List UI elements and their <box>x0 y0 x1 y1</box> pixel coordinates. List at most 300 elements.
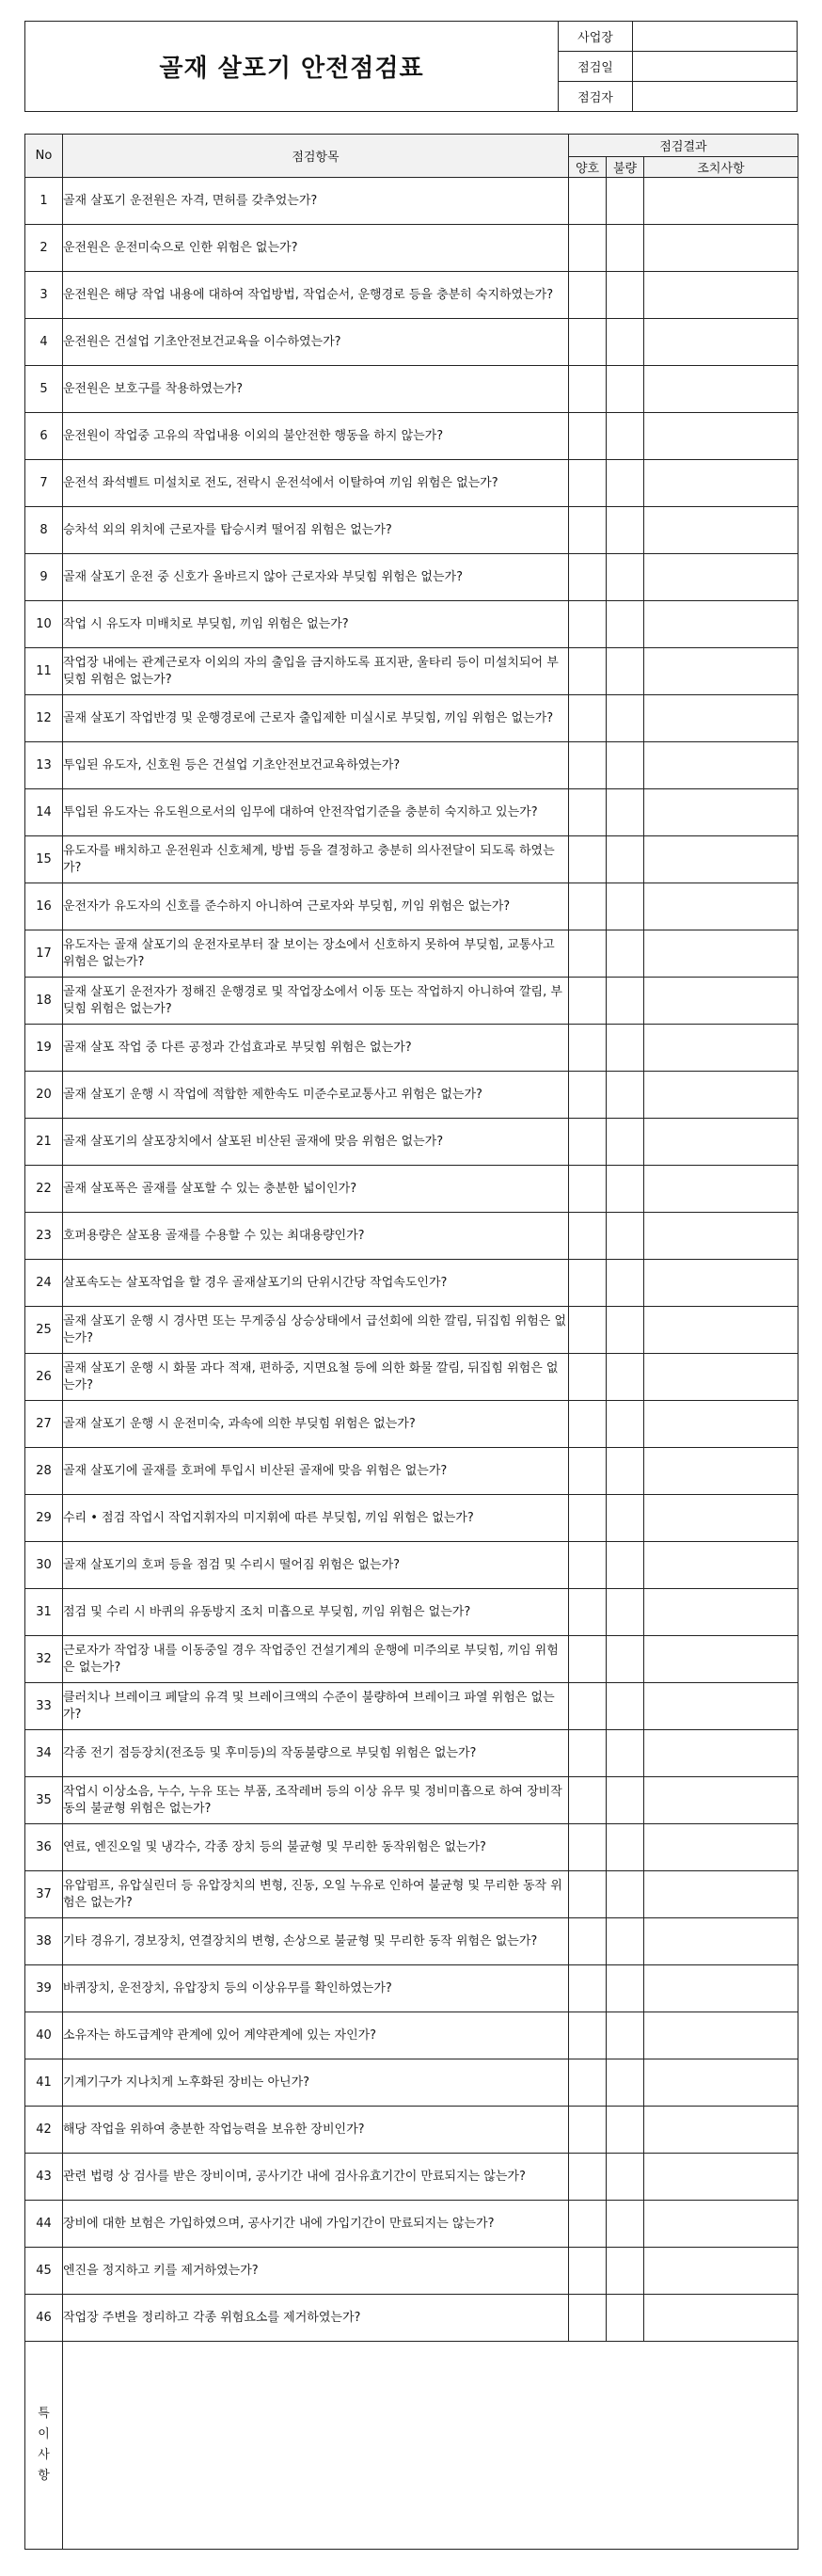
item-question: 운전석 좌석벨트 미설치로 전도, 전락시 운전석에서 이탈하여 끼임 위험은 없는가? <box>63 460 569 507</box>
meta-row-date <box>559 52 797 82</box>
item-number: 3 <box>25 272 63 319</box>
item-question: 바퀴장치, 운전장치, 유압장치 등의 이상유무를 확인하였는가? <box>63 1965 569 2012</box>
item-number: 29 <box>25 1495 63 1542</box>
item-number: 39 <box>25 1965 63 2012</box>
table-row <box>25 883 798 930</box>
action-taken-cell[interactable] <box>644 178 798 225</box>
checklist-table <box>24 134 798 2550</box>
action-taken-cell[interactable] <box>644 1166 798 1213</box>
action-taken-cell[interactable] <box>644 1965 798 2012</box>
result-good-cell[interactable] <box>569 2154 607 2201</box>
result-good-cell[interactable] <box>569 1495 607 1542</box>
item-number: 2 <box>25 225 63 272</box>
action-taken-cell[interactable] <box>644 1401 798 1448</box>
result-good-cell[interactable] <box>569 695 607 742</box>
table-row <box>25 2154 798 2201</box>
result-bad-cell[interactable] <box>607 1119 644 1166</box>
item-number: 14 <box>25 789 63 836</box>
table-row <box>25 272 798 319</box>
item-question: 골재 살포기 운행 시 경사면 또는 무게중심 상승상태에서 급선회에 의한 깔림, 뒤집힘 위험은 없는가? <box>63 1307 569 1354</box>
item-question: 골재 살포기 운전 중 신호가 올바르지 않아 근로자와 부딪힘 위험은 없는가? <box>63 554 569 601</box>
item-number: 15 <box>25 836 63 883</box>
table-row <box>25 1025 798 1072</box>
result-bad-cell[interactable] <box>607 1871 644 1918</box>
result-good-cell[interactable] <box>569 1072 607 1119</box>
result-bad-cell[interactable] <box>607 1260 644 1307</box>
result-bad-cell[interactable] <box>607 648 644 695</box>
result-good-cell[interactable] <box>569 1448 607 1495</box>
item-question: 투입된 유도자는 유도원으로서의 임무에 대하여 안전작업기준을 충분히 숙지하고 있는가? <box>63 789 569 836</box>
action-taken-cell[interactable] <box>644 789 798 836</box>
result-good-cell[interactable] <box>569 742 607 789</box>
result-bad-cell[interactable] <box>607 272 644 319</box>
result-bad-cell[interactable] <box>607 2107 644 2154</box>
table-row <box>25 1448 798 1495</box>
item-number: 13 <box>25 742 63 789</box>
item-question: 연료, 엔진오일 및 냉각수, 각종 장치 등의 불균형 및 무리한 동작위험은 없는가? <box>63 1824 569 1871</box>
result-good-cell[interactable] <box>569 1119 607 1166</box>
result-bad-cell[interactable] <box>607 601 644 648</box>
action-taken-cell[interactable] <box>644 1025 798 1072</box>
result-good-cell[interactable] <box>569 836 607 883</box>
result-good-cell[interactable] <box>569 1824 607 1871</box>
action-taken-cell[interactable] <box>644 319 798 366</box>
item-number: 19 <box>25 1025 63 1072</box>
table-row <box>25 1777 798 1824</box>
table-row <box>25 2012 798 2059</box>
item-question: 작업장 주변을 정리하고 각종 위험요소를 제거하였는가? <box>63 2295 569 2342</box>
result-bad-cell[interactable] <box>607 178 644 225</box>
table-row <box>25 978 798 1025</box>
inspector-label: 점검자 <box>559 82 633 111</box>
result-good-cell[interactable] <box>569 1730 607 1777</box>
item-number: 20 <box>25 1072 63 1119</box>
result-bad-cell[interactable] <box>607 1636 644 1683</box>
table-row <box>25 1965 798 2012</box>
meta-row-inspector <box>559 82 797 111</box>
item-number: 30 <box>25 1542 63 1589</box>
item-number: 16 <box>25 883 63 930</box>
table-row <box>25 789 798 836</box>
item-number: 8 <box>25 507 63 554</box>
item-question: 골재 살포폭은 골재를 살포할 수 있는 충분한 넓이인가? <box>63 1166 569 1213</box>
result-bad-cell[interactable] <box>607 1824 644 1871</box>
result-bad-cell[interactable] <box>607 695 644 742</box>
item-question: 소유자는 하도급계약 관계에 있어 계약관계에 있는 자인가? <box>63 2012 569 2059</box>
action-taken-cell[interactable] <box>644 554 798 601</box>
result-good-cell[interactable] <box>569 2012 607 2059</box>
item-number: 5 <box>25 366 63 413</box>
item-question: 살포속도는 살포작업을 할 경우 골재살포기의 단위시간당 작업속도인가? <box>63 1260 569 1307</box>
table-row <box>25 1871 798 1918</box>
column-header-bad: 불량 <box>607 157 644 178</box>
table-row <box>25 507 798 554</box>
item-number: 25 <box>25 1307 63 1354</box>
item-question: 운전원은 운전미숙으로 인한 위험은 없는가? <box>63 225 569 272</box>
document-title: 골재 살포기 안전점검표 <box>25 22 559 111</box>
action-taken-cell[interactable] <box>644 742 798 789</box>
result-bad-cell[interactable] <box>607 1213 644 1260</box>
meta-row-site <box>559 22 797 52</box>
result-good-cell[interactable] <box>569 789 607 836</box>
result-bad-cell[interactable] <box>607 2059 644 2107</box>
table-row <box>25 319 798 366</box>
action-taken-cell[interactable] <box>644 1871 798 1918</box>
inspection-date-field[interactable] <box>633 52 797 81</box>
result-good-cell[interactable] <box>569 1589 607 1636</box>
action-taken-cell[interactable] <box>644 1119 798 1166</box>
table-row <box>25 2295 798 2342</box>
result-bad-cell[interactable] <box>607 883 644 930</box>
result-bad-cell[interactable] <box>607 2295 644 2342</box>
result-good-cell[interactable] <box>569 1307 607 1354</box>
item-number: 27 <box>25 1401 63 1448</box>
result-bad-cell[interactable] <box>607 978 644 1025</box>
action-taken-cell[interactable] <box>644 507 798 554</box>
item-number: 36 <box>25 1824 63 1871</box>
action-taken-cell[interactable] <box>644 413 798 460</box>
result-bad-cell[interactable] <box>607 1918 644 1965</box>
action-taken-cell[interactable] <box>644 1683 798 1730</box>
item-number: 23 <box>25 1213 63 1260</box>
table-row <box>25 1636 798 1683</box>
remarks-field[interactable] <box>63 2342 798 2550</box>
action-taken-cell[interactable] <box>644 1448 798 1495</box>
result-bad-cell[interactable] <box>607 225 644 272</box>
action-taken-cell[interactable] <box>644 1213 798 1260</box>
item-number: 43 <box>25 2154 63 2201</box>
result-bad-cell[interactable] <box>607 413 644 460</box>
item-question: 관련 법령 상 검사를 받은 장비이며, 공사기간 내에 검사유효기간이 만료되지는 않는가? <box>63 2154 569 2201</box>
result-good-cell[interactable] <box>569 2107 607 2154</box>
result-good-cell[interactable] <box>569 366 607 413</box>
action-taken-cell[interactable] <box>644 695 798 742</box>
item-question: 수리 • 점검 작업시 작업지휘자의 미지휘에 따른 부딪힘, 끼임 위험은 없는가? <box>63 1495 569 1542</box>
inspection-date-label: 점검일 <box>559 52 633 81</box>
table-row <box>25 836 798 883</box>
item-number: 32 <box>25 1636 63 1683</box>
result-bad-cell[interactable] <box>607 1683 644 1730</box>
table-row <box>25 1260 798 1307</box>
column-header-item: 점검항목 <box>63 135 569 178</box>
checklist-body <box>25 178 798 2342</box>
table-row <box>25 1166 798 1213</box>
item-number: 34 <box>25 1730 63 1777</box>
result-bad-cell[interactable] <box>607 742 644 789</box>
item-question: 해당 작업을 위하여 충분한 작업능력을 보유한 장비인가? <box>63 2107 569 2154</box>
item-number: 40 <box>25 2012 63 2059</box>
result-good-cell[interactable] <box>569 1260 607 1307</box>
action-taken-cell[interactable] <box>644 1636 798 1683</box>
item-question: 골재 살포기 운행 시 운전미숙, 과속에 의한 부딪힘 위험은 없는가? <box>63 1401 569 1448</box>
action-taken-cell[interactable] <box>644 1589 798 1636</box>
result-good-cell[interactable] <box>569 1965 607 2012</box>
item-number: 41 <box>25 2059 63 2107</box>
result-bad-cell[interactable] <box>607 554 644 601</box>
table-row <box>25 1401 798 1448</box>
result-bad-cell[interactable] <box>607 366 644 413</box>
result-bad-cell[interactable] <box>607 1730 644 1777</box>
table-row <box>25 1072 798 1119</box>
item-number: 10 <box>25 601 63 648</box>
action-taken-cell[interactable] <box>644 601 798 648</box>
result-good-cell[interactable] <box>569 930 607 978</box>
table-row <box>25 554 798 601</box>
item-question: 골재 살포기에 골재를 호퍼에 투입시 비산된 골재에 맞음 위험은 없는가? <box>63 1448 569 1495</box>
item-question: 운전원은 건설업 기초안전보건교육을 이수하였는가? <box>63 319 569 366</box>
result-bad-cell[interactable] <box>607 2154 644 2201</box>
table-row <box>25 601 798 648</box>
item-number: 35 <box>25 1777 63 1824</box>
item-question: 호퍼용량은 살포용 골재를 수용할 수 있는 최대용량인가? <box>63 1213 569 1260</box>
result-good-cell[interactable] <box>569 1777 607 1824</box>
item-question: 골재 살포기 운전자가 정해진 운행경로 및 작업장소에서 이동 또는 작업하지 아니하여 깔림, 부딪힘 위험은 없는가? <box>63 978 569 1025</box>
result-bad-cell[interactable] <box>607 836 644 883</box>
table-row <box>25 2107 798 2154</box>
item-number: 33 <box>25 1683 63 1730</box>
column-header-no: No <box>25 135 63 178</box>
item-number: 42 <box>25 2107 63 2154</box>
action-taken-cell[interactable] <box>644 1495 798 1542</box>
item-number: 31 <box>25 1589 63 1636</box>
result-good-cell[interactable] <box>569 1683 607 1730</box>
result-good-cell[interactable] <box>569 460 607 507</box>
action-taken-cell[interactable] <box>644 648 798 695</box>
table-row <box>25 1354 798 1401</box>
item-question: 골재 살포기 운행 시 화물 과다 적재, 편하중, 지면요철 등에 의한 화물 깔림, 뒤집힘 위험은 없는가? <box>63 1354 569 1401</box>
item-question: 유도자는 골재 살포기의 운전자로부터 잘 보이는 장소에서 신호하지 못하여 부딪힘, 교통사고 위험은 없는가? <box>63 930 569 978</box>
item-question: 클러치나 브레이크 페달의 유격 및 브레이크액의 수준이 불량하여 브레이크 파열 위험은 없는가? <box>63 1683 569 1730</box>
action-taken-cell[interactable] <box>644 225 798 272</box>
result-good-cell[interactable] <box>569 2201 607 2248</box>
result-bad-cell[interactable] <box>607 1401 644 1448</box>
result-bad-cell[interactable] <box>607 1354 644 1401</box>
result-good-cell[interactable] <box>569 2248 607 2295</box>
item-number: 7 <box>25 460 63 507</box>
table-row <box>25 2201 798 2248</box>
item-number: 6 <box>25 413 63 460</box>
table-row <box>25 1119 798 1166</box>
result-bad-cell[interactable] <box>607 1589 644 1636</box>
result-bad-cell[interactable] <box>607 1448 644 1495</box>
item-number: 9 <box>25 554 63 601</box>
result-good-cell[interactable] <box>569 883 607 930</box>
table-row <box>25 1918 798 1965</box>
action-taken-cell[interactable] <box>644 1777 798 1824</box>
table-row <box>25 1683 798 1730</box>
site-field[interactable] <box>633 22 797 51</box>
action-taken-cell[interactable] <box>644 2201 798 2248</box>
action-taken-cell[interactable] <box>644 2154 798 2201</box>
result-bad-cell[interactable] <box>607 930 644 978</box>
column-header-good: 양호 <box>569 157 607 178</box>
item-number: 44 <box>25 2201 63 2248</box>
item-question: 운전원은 보호구를 착용하였는가? <box>63 366 569 413</box>
table-row <box>25 1495 798 1542</box>
action-taken-cell[interactable] <box>644 366 798 413</box>
table-row <box>25 2248 798 2295</box>
item-question: 점검 및 수리 시 바퀴의 유동방지 조치 미흡으로 부딪힘, 끼임 위험은 없는가? <box>63 1589 569 1636</box>
item-question: 골재 살포기 운전원은 자격, 면허를 갖추었는가? <box>63 178 569 225</box>
item-question: 운전자가 유도자의 신호를 준수하지 아니하여 근로자와 부딪힘, 끼임 위험은 없는가? <box>63 883 569 930</box>
table-row <box>25 1824 798 1871</box>
action-taken-cell[interactable] <box>644 1824 798 1871</box>
action-taken-cell[interactable] <box>644 1542 798 1589</box>
column-header-result: 점검결과 <box>569 135 798 157</box>
item-question: 골재 살포기의 호퍼 등을 점검 및 수리시 떨어짐 위험은 없는가? <box>63 1542 569 1589</box>
column-header-action: 조치사항 <box>644 157 798 178</box>
inspector-field[interactable] <box>633 82 797 111</box>
action-taken-cell[interactable] <box>644 2059 798 2107</box>
item-question: 승차석 외의 위치에 근로자를 탑승시켜 떨어짐 위험은 없는가? <box>63 507 569 554</box>
table-row <box>25 460 798 507</box>
table-row <box>25 1589 798 1636</box>
item-question: 유압펌프, 유압실린더 등 유압장치의 변형, 진동, 오일 누유로 인하여 불균형 및 무리한 동작 위험은 없는가? <box>63 1871 569 1918</box>
item-number: 17 <box>25 930 63 978</box>
remarks-row <box>25 2342 798 2550</box>
item-question: 기계기구가 지나치게 노후화된 장비는 아닌가? <box>63 2059 569 2107</box>
table-row <box>25 225 798 272</box>
item-question: 투입된 유도자, 신호원 등은 건설업 기초안전보건교육하였는가? <box>63 742 569 789</box>
item-question: 유도자를 배치하고 운전원과 신호체계, 방법 등을 결정하고 충분히 의사전달이 되도록 하였는가? <box>63 836 569 883</box>
item-question: 골재 살포 작업 중 다른 공정과 간섭효과로 부딪힘 위험은 없는가? <box>63 1025 569 1072</box>
result-bad-cell[interactable] <box>607 2201 644 2248</box>
result-good-cell[interactable] <box>569 1166 607 1213</box>
action-taken-cell[interactable] <box>644 1307 798 1354</box>
result-good-cell[interactable] <box>569 1918 607 1965</box>
result-bad-cell[interactable] <box>607 2012 644 2059</box>
item-question: 엔진을 정지하고 키를 제거하였는가? <box>63 2248 569 2295</box>
result-bad-cell[interactable] <box>607 1777 644 1824</box>
table-row <box>25 413 798 460</box>
item-number: 21 <box>25 1119 63 1166</box>
action-taken-cell[interactable] <box>644 460 798 507</box>
result-good-cell[interactable] <box>569 1354 607 1401</box>
action-taken-cell[interactable] <box>644 1354 798 1401</box>
result-good-cell[interactable] <box>569 601 607 648</box>
table-row <box>25 648 798 695</box>
result-bad-cell[interactable] <box>607 789 644 836</box>
item-number: 38 <box>25 1918 63 1965</box>
result-good-cell[interactable] <box>569 225 607 272</box>
action-taken-cell[interactable] <box>644 978 798 1025</box>
result-bad-cell[interactable] <box>607 1495 644 1542</box>
item-question: 장비에 대한 보험은 가입하였으며, 공사기간 내에 가입기간이 만료되지는 않는가? <box>63 2201 569 2248</box>
item-number: 45 <box>25 2248 63 2295</box>
result-good-cell[interactable] <box>569 554 607 601</box>
item-question: 골재 살포기 작업반경 및 운행경로에 근로자 출입제한 미실시로 부딪힘, 끼임 위험은 없는가? <box>63 695 569 742</box>
action-taken-cell[interactable] <box>644 272 798 319</box>
item-question: 작업 시 유도자 미배치로 부딪힘, 끼임 위험은 없는가? <box>63 601 569 648</box>
item-question: 근로자가 작업장 내를 이동중일 경우 작업중인 건설기계의 운행에 미주의로 부딪힘, 끼임 위험은 없는가? <box>63 1636 569 1683</box>
result-bad-cell[interactable] <box>607 507 644 554</box>
table-row <box>25 178 798 225</box>
table-row <box>25 1542 798 1589</box>
item-number: 11 <box>25 648 63 695</box>
item-number: 28 <box>25 1448 63 1495</box>
result-bad-cell[interactable] <box>607 460 644 507</box>
result-bad-cell[interactable] <box>607 1965 644 2012</box>
item-number: 22 <box>25 1166 63 1213</box>
result-good-cell[interactable] <box>569 1542 607 1589</box>
result-bad-cell[interactable] <box>607 1166 644 1213</box>
table-row <box>25 1307 798 1354</box>
remarks-label: 특이사항 <box>38 2407 50 2483</box>
action-taken-cell[interactable] <box>644 2012 798 2059</box>
result-bad-cell[interactable] <box>607 1072 644 1119</box>
result-bad-cell[interactable] <box>607 1542 644 1589</box>
item-number: 18 <box>25 978 63 1025</box>
table-row <box>25 1730 798 1777</box>
result-good-cell[interactable] <box>569 272 607 319</box>
table-row <box>25 695 798 742</box>
result-bad-cell[interactable] <box>607 2248 644 2295</box>
action-taken-cell[interactable] <box>644 2107 798 2154</box>
item-question: 골재 살포기의 살포장치에서 살포된 비산된 골재에 맞음 위험은 없는가? <box>63 1119 569 1166</box>
item-question: 운전원은 해당 작업 내용에 대하여 작업방법, 작업순서, 운행경로 등을 충분히 숙지하였는가? <box>63 272 569 319</box>
result-bad-cell[interactable] <box>607 319 644 366</box>
result-good-cell[interactable] <box>569 2059 607 2107</box>
action-taken-cell[interactable] <box>644 1072 798 1119</box>
item-number: 12 <box>25 695 63 742</box>
remarks-label-cell <box>25 2342 63 2550</box>
table-row <box>25 1213 798 1260</box>
item-question: 골재 살포기 운행 시 작업에 적합한 제한속도 미준수로교통사고 위험은 없는가? <box>63 1072 569 1119</box>
item-number: 4 <box>25 319 63 366</box>
item-question: 각종 전기 점등장치(전조등 및 후미등)의 작동불량으로 부딪힘 위험은 없는가? <box>63 1730 569 1777</box>
result-good-cell[interactable] <box>569 1871 607 1918</box>
result-good-cell[interactable] <box>569 1213 607 1260</box>
action-taken-cell[interactable] <box>644 836 798 883</box>
result-good-cell[interactable] <box>569 178 607 225</box>
result-good-cell[interactable] <box>569 978 607 1025</box>
result-good-cell[interactable] <box>569 1025 607 1072</box>
action-taken-cell[interactable] <box>644 883 798 930</box>
table-row <box>25 366 798 413</box>
result-good-cell[interactable] <box>569 1636 607 1683</box>
result-bad-cell[interactable] <box>607 1025 644 1072</box>
result-good-cell[interactable] <box>569 507 607 554</box>
table-row <box>25 2059 798 2107</box>
item-question: 기타 경유기, 경보장치, 연결장치의 변형, 손상으로 불균형 및 무리한 동작 위험은 없는가? <box>63 1918 569 1965</box>
item-question: 작업장 내에는 관계근로자 이외의 자의 출입을 금지하도록 표지판, 울타리 등이 미설치되어 부딪힘 위험은 없는가? <box>63 648 569 695</box>
result-good-cell[interactable] <box>569 413 607 460</box>
header-meta <box>559 22 797 111</box>
result-good-cell[interactable] <box>569 648 607 695</box>
item-number: 24 <box>25 1260 63 1307</box>
action-taken-cell[interactable] <box>644 2248 798 2295</box>
item-number: 46 <box>25 2295 63 2342</box>
item-question: 운전원이 작업중 고유의 작업내용 이외의 불안전한 행동을 하지 않는가? <box>63 413 569 460</box>
result-bad-cell[interactable] <box>607 1307 644 1354</box>
action-taken-cell[interactable] <box>644 930 798 978</box>
header-box <box>24 21 798 112</box>
result-good-cell[interactable] <box>569 2295 607 2342</box>
table-row <box>25 930 798 978</box>
action-taken-cell[interactable] <box>644 1260 798 1307</box>
action-taken-cell[interactable] <box>644 2295 798 2342</box>
table-header-row <box>25 135 798 157</box>
action-taken-cell[interactable] <box>644 1730 798 1777</box>
result-good-cell[interactable] <box>569 319 607 366</box>
item-number: 37 <box>25 1871 63 1918</box>
site-label: 사업장 <box>559 22 633 51</box>
table-row <box>25 742 798 789</box>
item-number: 1 <box>25 178 63 225</box>
action-taken-cell[interactable] <box>644 1918 798 1965</box>
result-good-cell[interactable] <box>569 1401 607 1448</box>
item-question: 작업시 이상소음, 누수, 누유 또는 부품, 조작레버 등의 이상 유무 및 정비미흡으로 하여 장비작동의 불균형 위험은 없는가? <box>63 1777 569 1824</box>
